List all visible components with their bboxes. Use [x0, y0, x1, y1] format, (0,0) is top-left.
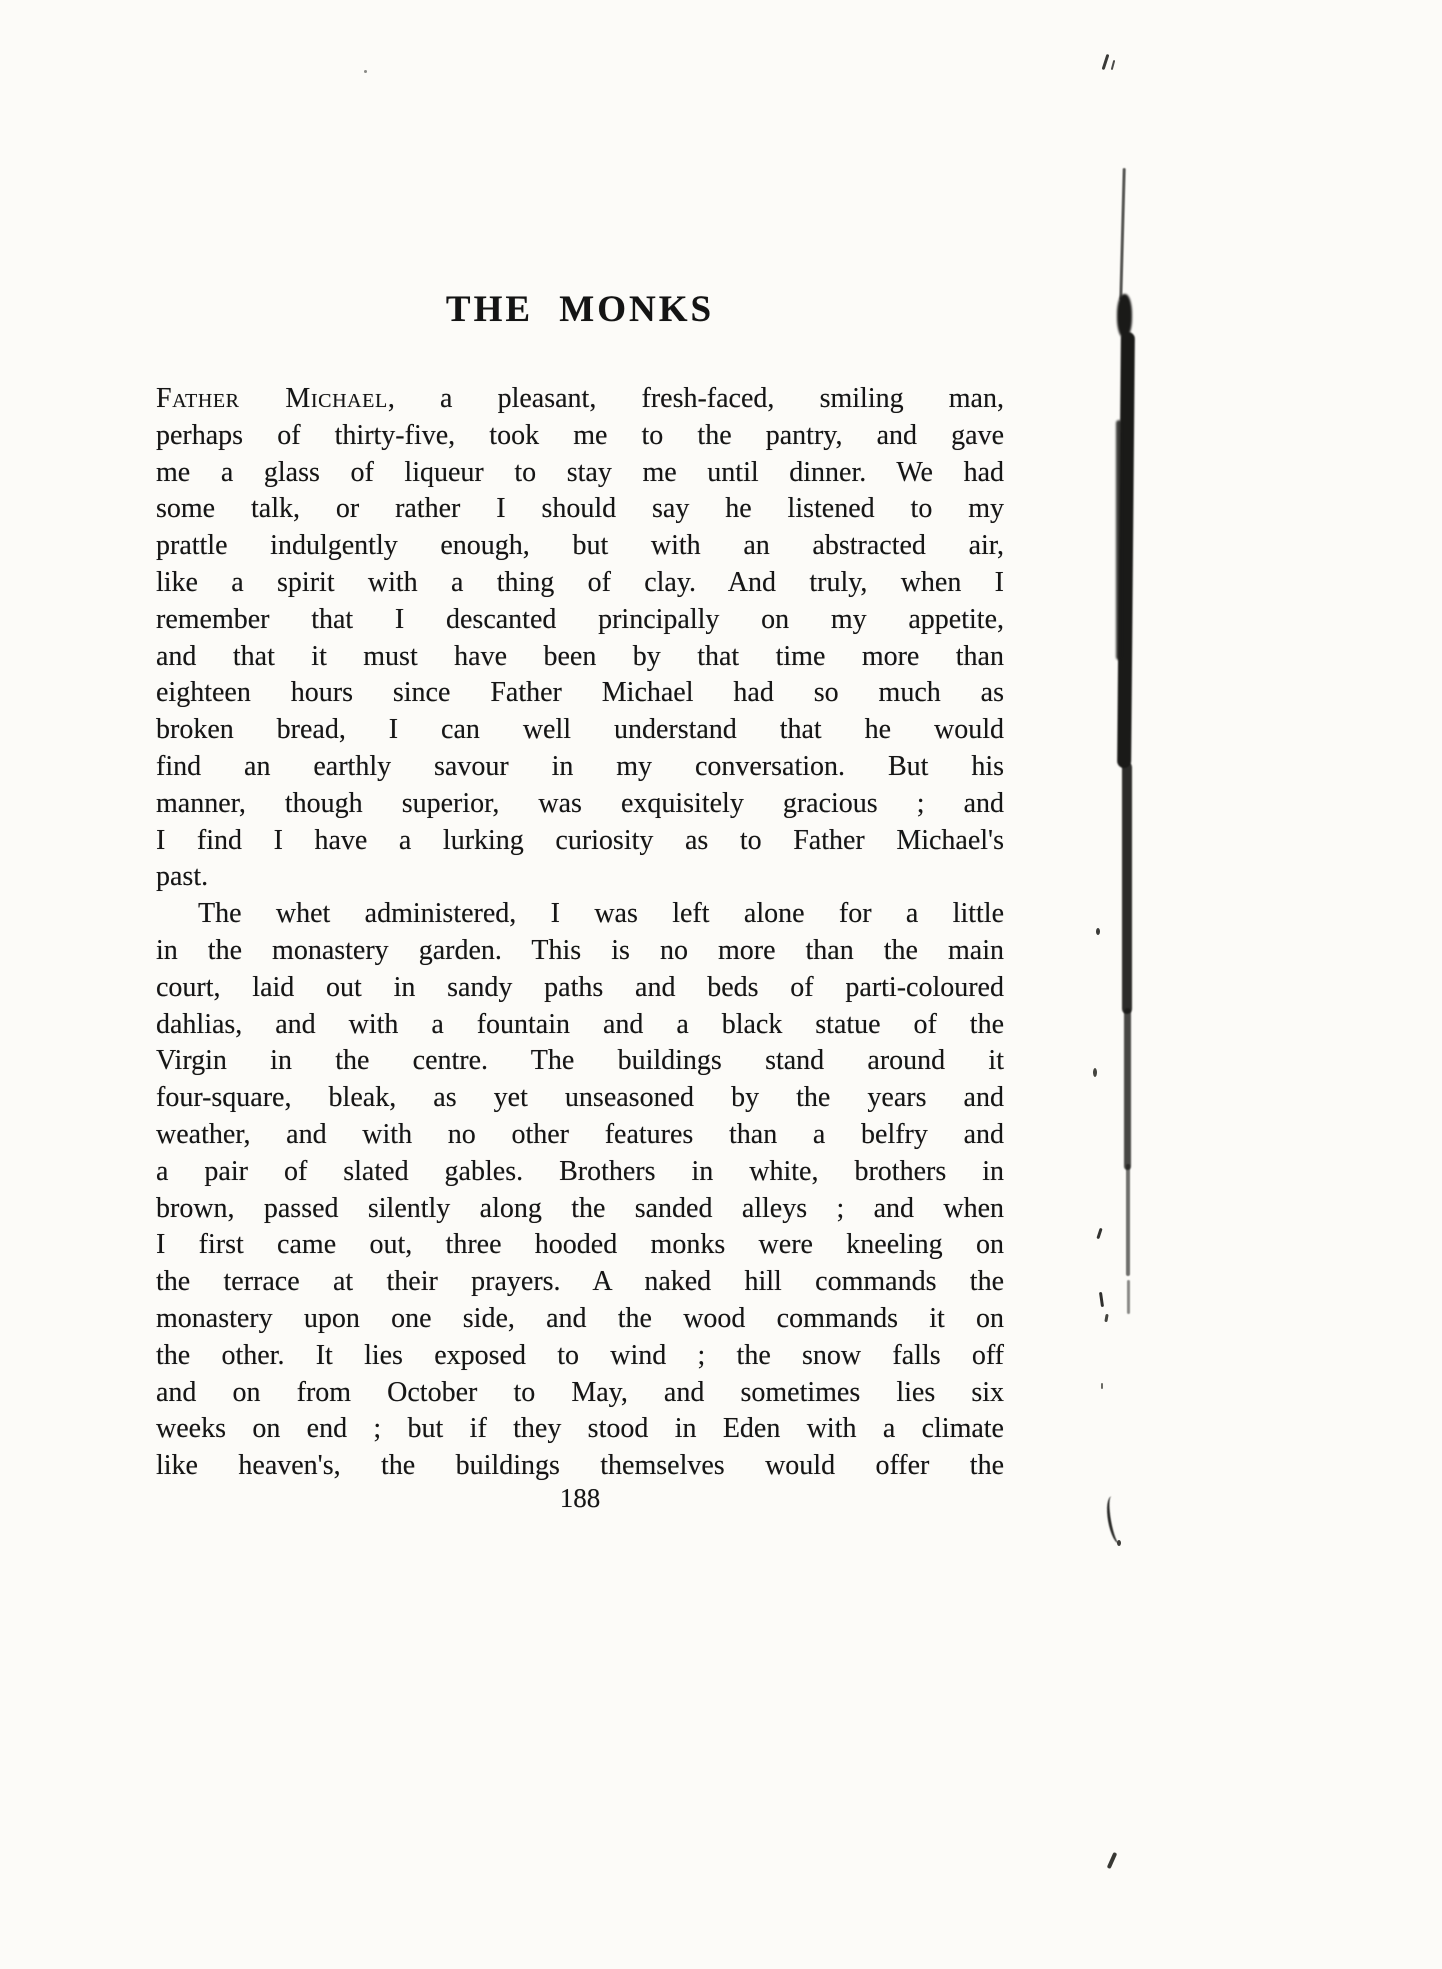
text-line: and on from October to May, and sometimes lies six [156, 1376, 1004, 1408]
line-text: , a pleasant, fresh-faced, smiling man, [387, 383, 1004, 414]
ink-streak [1124, 1008, 1131, 1170]
page-number: 188 [559, 1483, 601, 1513]
ink-dot [1117, 1540, 1121, 1546]
text-line: some talk, or rather I should say he listened to my [156, 493, 1004, 525]
ink-mark [1104, 1314, 1108, 1322]
ink-dot [1093, 1068, 1097, 1077]
lead-in-small-caps: Father Michael [156, 383, 388, 414]
ink-mark [1101, 1383, 1103, 1389]
ink-streak [1126, 1164, 1130, 1276]
text-line: weather, and with no other features than a belfry and [156, 1118, 1004, 1150]
text-line: court, laid out in sandy paths and beds of parti-coloured [156, 971, 1004, 1003]
ink-smudge [1117, 294, 1132, 338]
text-line: The whet administered, I was left alone for a little [198, 898, 1004, 930]
ink-dot [1096, 928, 1100, 935]
text-line [156, 381, 1004, 418]
ink-streak [1116, 420, 1122, 660]
text-line: find an earthly savour in my conversation. But his [156, 750, 1004, 782]
ink-curve [1104, 1495, 1127, 1545]
ink-streak [1122, 762, 1132, 1014]
text-line: I find I have a lurking curiosity as to Father Michael's [156, 824, 1004, 856]
text-line: a pair of slated gables. Brothers in white, brothers in [156, 1155, 1004, 1187]
text-line: the other. It lies exposed to wind ; the snow falls off [156, 1339, 1004, 1371]
text-line: like a spirit with a thing of clay. And truly, when I [156, 566, 1004, 598]
body-text [156, 381, 1004, 1485]
text-line: prattle indulgently enough, but with an abstracted air, [156, 530, 1004, 562]
ink-dot [364, 70, 367, 73]
ink-mark [1096, 1228, 1102, 1239]
text-line: perhaps of thirty-five, took me to the pantry, and gave [156, 419, 1004, 451]
text-line: monastery upon one side, and the wood commands it on [156, 1302, 1004, 1334]
ink-mark [1111, 60, 1116, 70]
ink-mark [1107, 1852, 1118, 1869]
text-line: in the monastery garden. This is no more than the main [156, 934, 1004, 966]
text-line: broken bread, I can well understand that he would [156, 714, 1004, 746]
ink-streak [1127, 1280, 1130, 1314]
ink-streak [1117, 332, 1135, 768]
text-line: four-square, bleak, as yet unseasoned by the years and [156, 1082, 1004, 1114]
text-line: I first came out, three hooded monks were kneeling on [156, 1229, 1004, 1261]
text-line: remember that I descanted principally on my appetite, [156, 603, 1004, 635]
chapter-title: THE MONKS [445, 289, 715, 330]
ink-streak [1119, 168, 1125, 300]
text-line: manner, though superior, was exquisitely gracious ; and [156, 787, 1004, 819]
text-line: eighteen hours since Father Michael had so much as [156, 677, 1004, 709]
ink-mark [1099, 1292, 1104, 1307]
text-line: dahlias, and with a fountain and a black statue of the [156, 1008, 1004, 1040]
text-line: and that it must have been by that time more than [156, 640, 1004, 672]
text-line: the terrace at their prayers. A naked hill commands the [156, 1266, 1004, 1298]
ink-mark [1102, 54, 1110, 70]
text-line: like heaven's, the buildings themselves would offer the [156, 1450, 1004, 1482]
text-line: past. [156, 861, 209, 893]
text-line: brown, passed silently along the sanded alleys ; and when [156, 1192, 1004, 1224]
text-line: weeks on end ; but if they stood in Eden with a climate [156, 1413, 1004, 1445]
text-line: Virgin in the centre. The buildings stand around it [156, 1045, 1004, 1077]
text-line: me a glass of liqueur to stay me until dinner. We had [156, 456, 1004, 488]
